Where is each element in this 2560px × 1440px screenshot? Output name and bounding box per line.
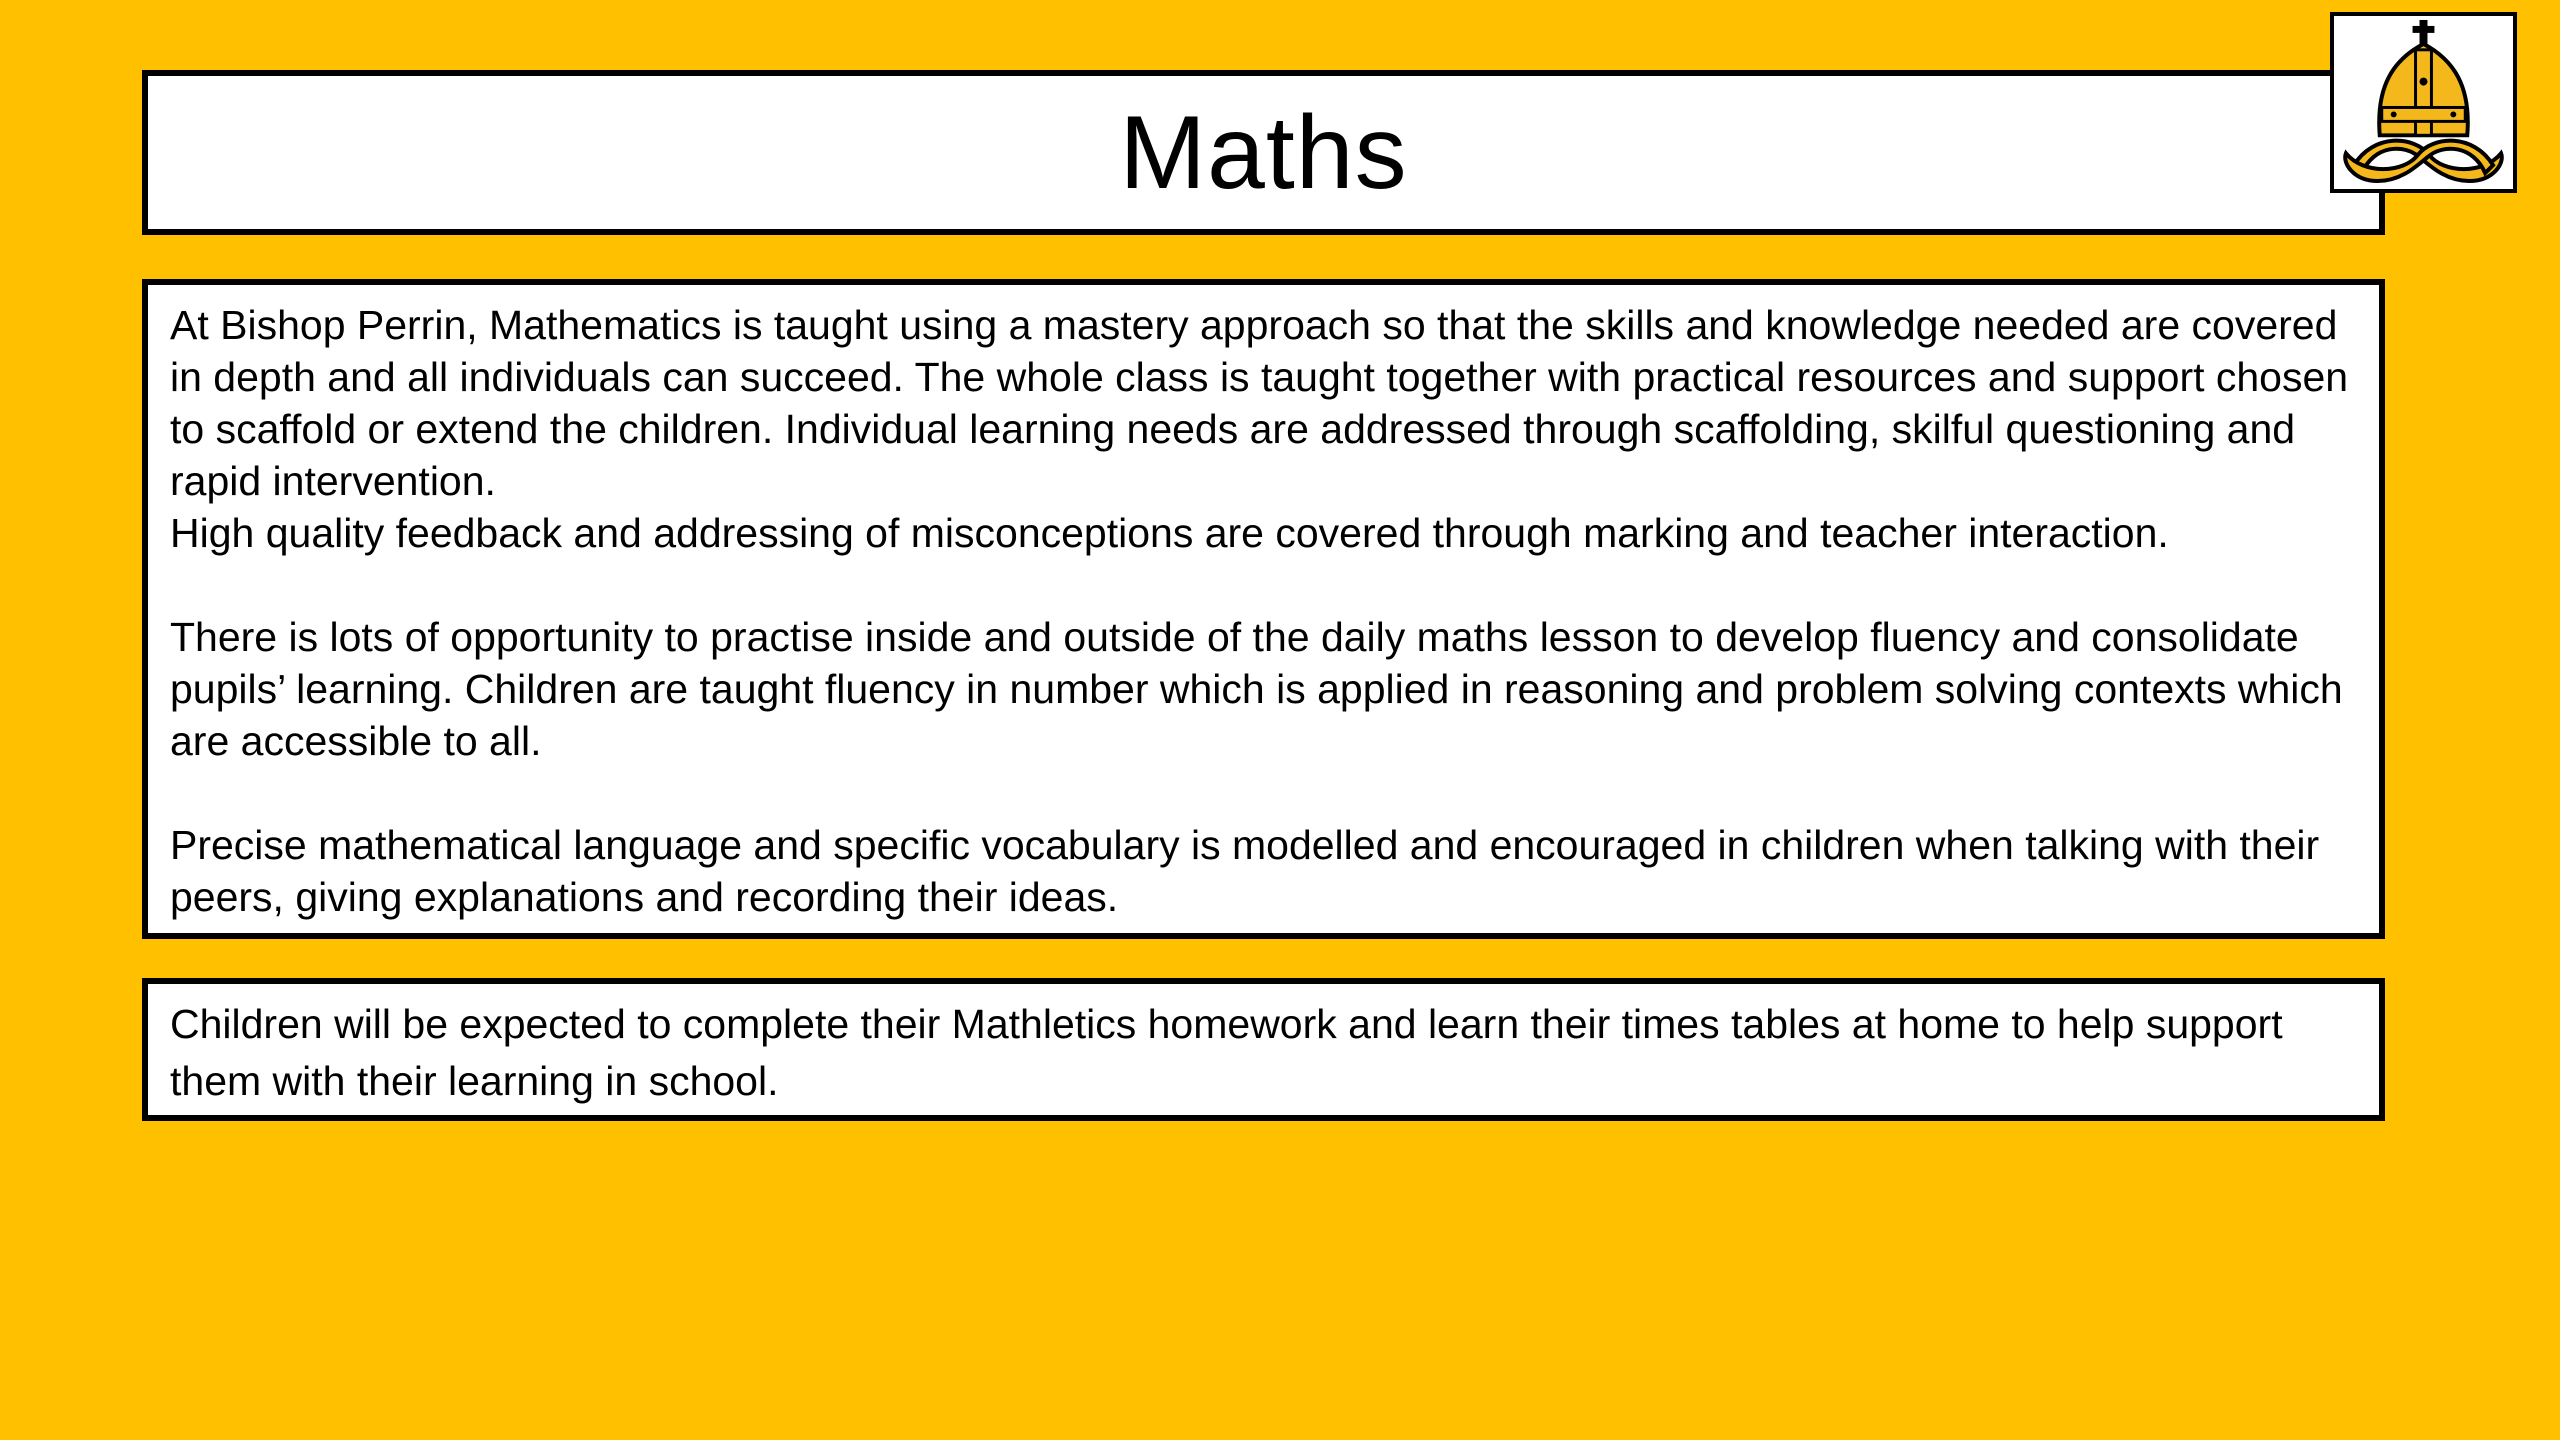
curriculum-description-box bbox=[142, 279, 2385, 939]
feedback-paragraph: High quality feedback and addressing of misconceptions are covered through marking and teacher interaction. bbox=[170, 510, 2169, 556]
mastery-approach-paragraph: At Bishop Perrin, Mathematics is taught using a mastery approach so that the skills and knowledge needed are covered in depth and all individuals can succeed. The whole class is taught together with practical resources and support chosen to scaffold or extend the children. Individual learning needs are addressed through scaffolding, skilful questioning and rapid intervention. bbox=[170, 302, 2349, 504]
title-box bbox=[142, 70, 2385, 235]
mitre-crest-icon bbox=[2334, 16, 2513, 189]
school-crest bbox=[2330, 12, 2517, 193]
fluency-paragraph: There is lots of opportunity to practise inside and outside of the daily maths lesson to develop fluency and consolidate pupils’ learning. Children are taught fluency in number which is applied in reasoning and problem solving contexts which are accessible to all. bbox=[170, 614, 2343, 764]
homework-paragraph: Children will be expected to complete their Mathletics homework and learn their times tables at home to help support them with their learning in school. bbox=[170, 1001, 2283, 1104]
homework-box bbox=[142, 978, 2385, 1121]
page-title: Maths bbox=[1119, 94, 1408, 211]
vocabulary-paragraph: Precise mathematical language and specific vocabulary is modelled and encouraged in children when talking with their peers, giving explanations and recording their ideas. bbox=[170, 822, 2320, 920]
